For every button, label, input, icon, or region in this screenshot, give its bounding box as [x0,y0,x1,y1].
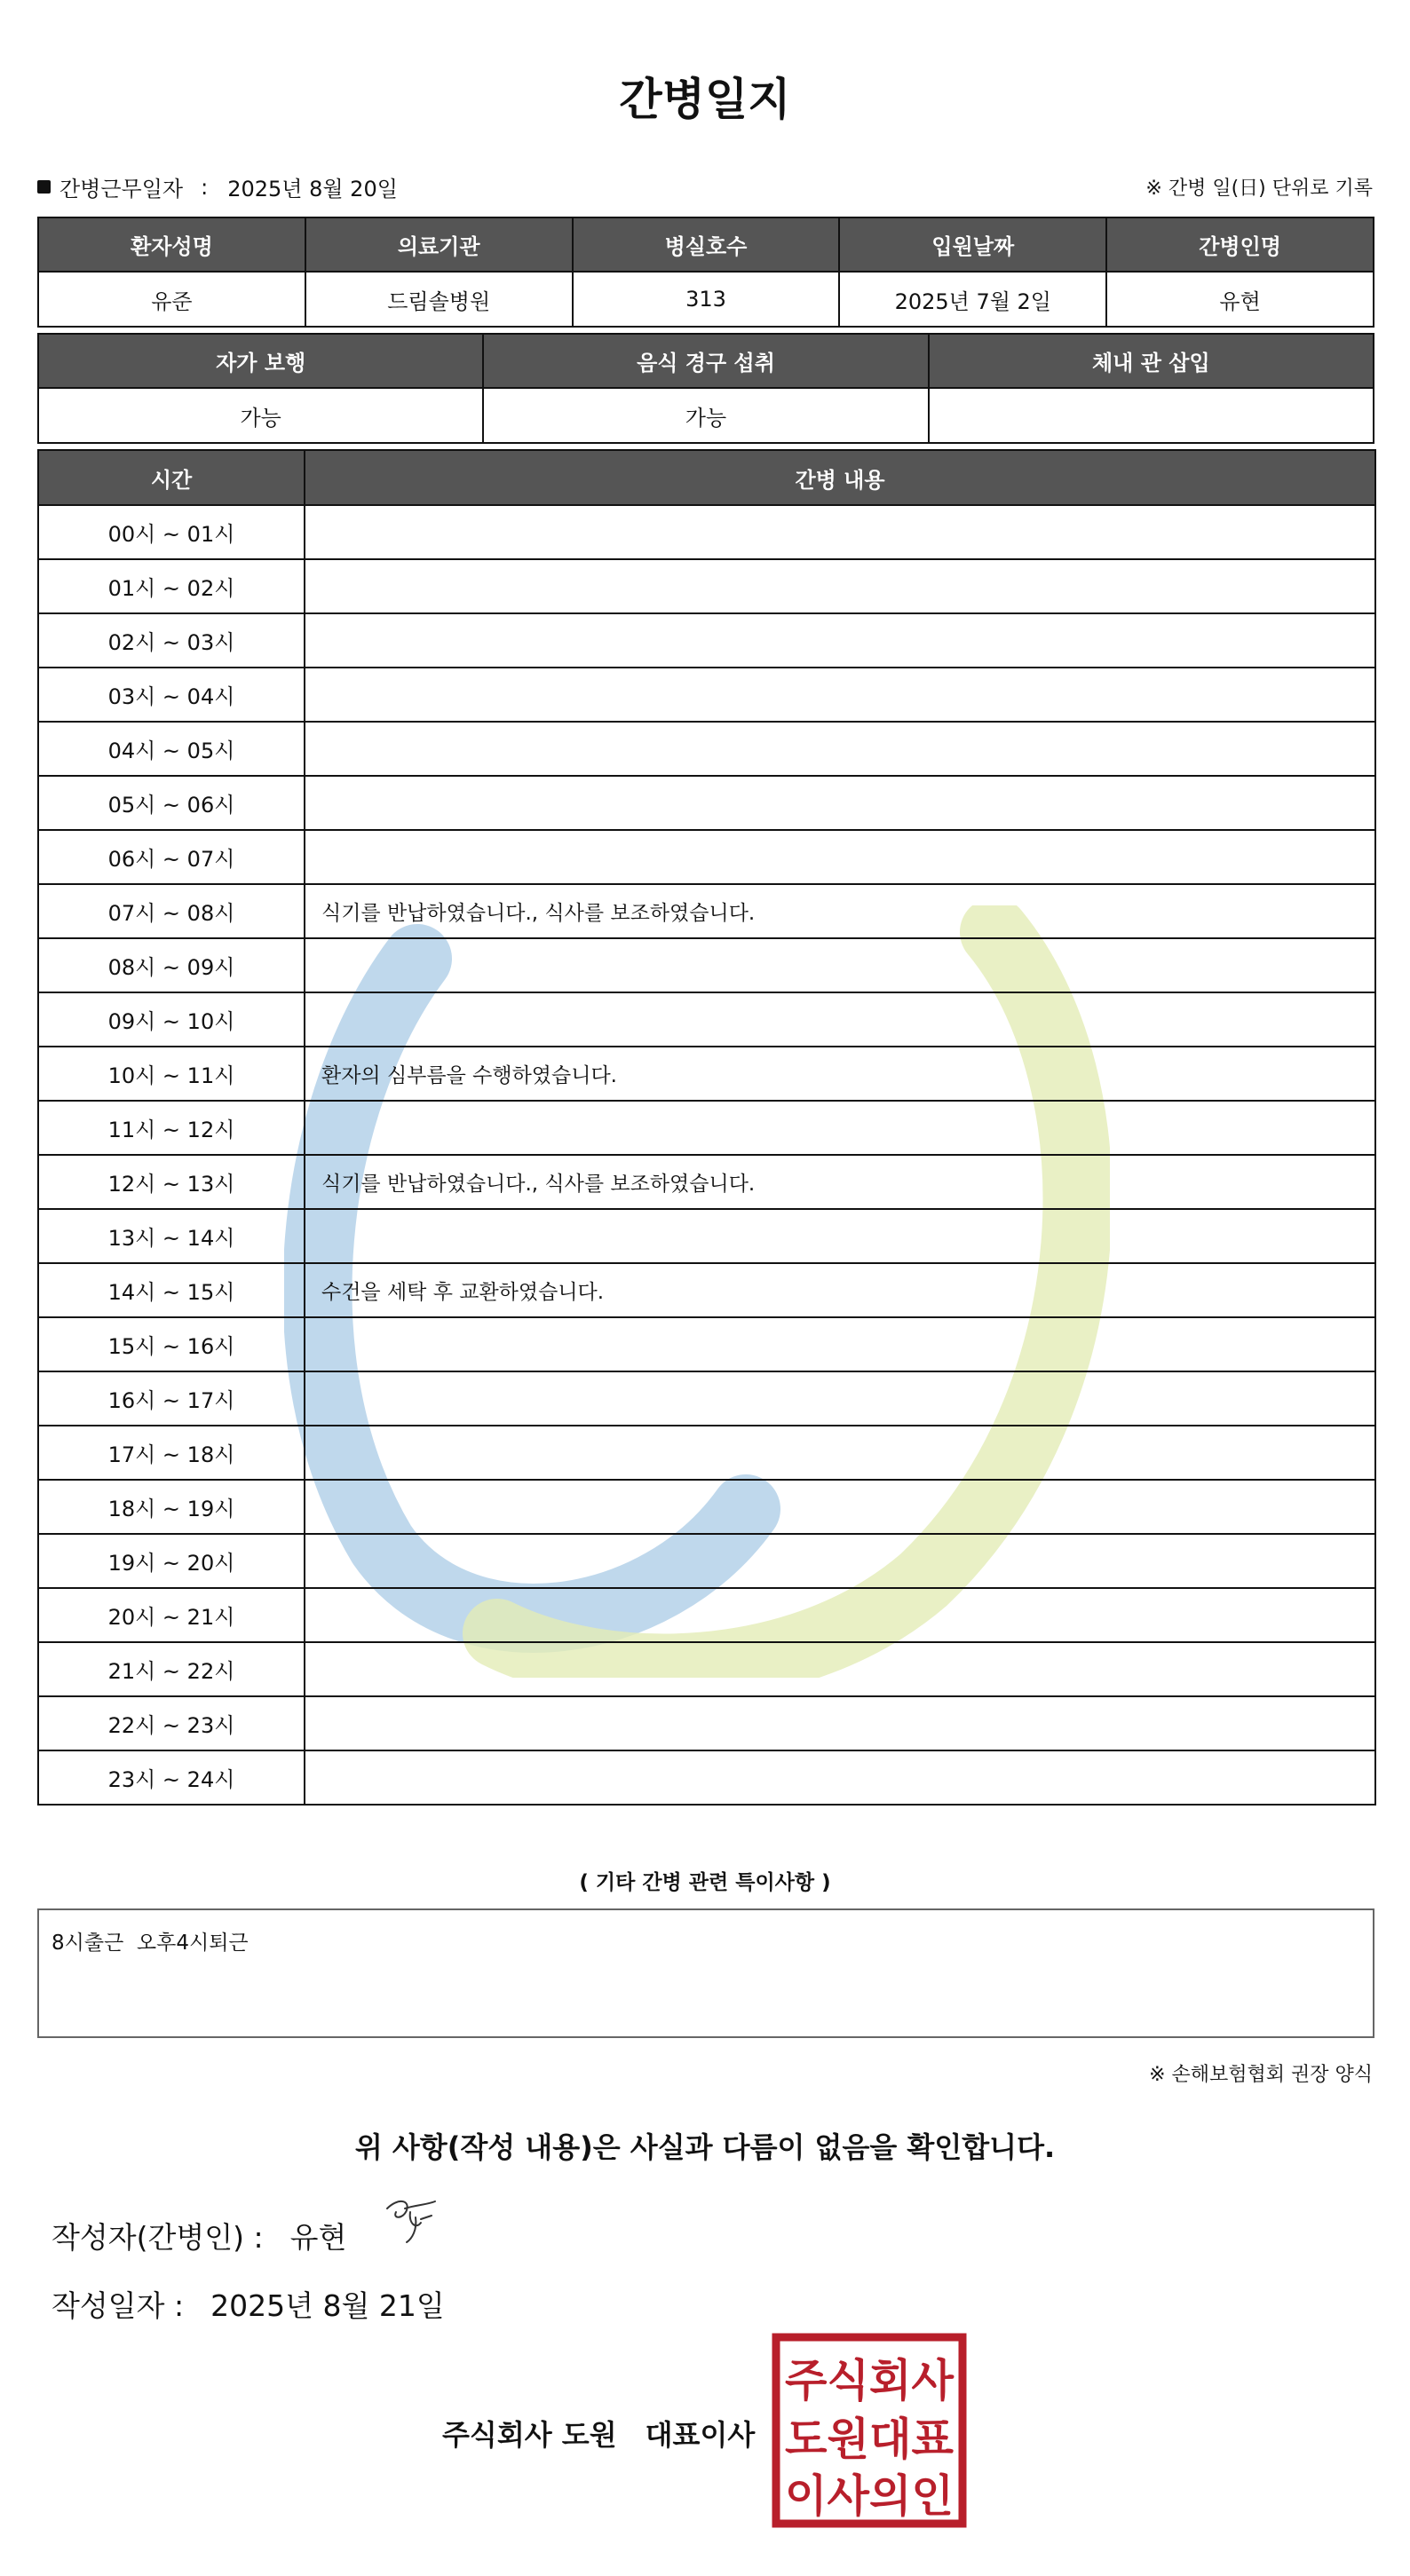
time-cell: 10시 ~ 11시 [38,1047,305,1101]
caregiver-name: 유현 [1106,272,1374,327]
patient-status-table [37,333,1374,444]
care-note-cell [305,1696,1375,1750]
care-note-cell [305,1750,1375,1805]
care-note-cell: 환자의 심부름을 수행하였습니다. [305,1047,1375,1101]
table-row [38,992,1375,1047]
svg-text:주식회사: 주식회사 [785,2355,955,2406]
table-row [38,1750,1375,1805]
header-oral-intake: 음식 경구 섭취 [483,334,928,388]
work-date-value: 2025년 8월 20일 [227,177,398,201]
time-cell: 03시 ~ 04시 [38,668,305,722]
signature-image [380,2193,442,2246]
care-note-cell [305,505,1375,559]
header-care-content: 간병 내용 [305,450,1375,505]
header-admission-date: 입원날짜 [839,217,1106,272]
table-row [38,559,1375,613]
admission-date: 2025년 7월 2일 [839,272,1106,327]
header-tube: 체내 관 삽입 [929,334,1374,388]
svg-text:이사의인: 이사의인 [785,2470,954,2522]
time-cell: 22시 ~ 23시 [38,1696,305,1750]
patient-name: 유준 [38,272,305,327]
time-cell: 11시 ~ 12시 [38,1101,305,1155]
time-cell: 18시 ~ 19시 [38,1480,305,1534]
care-note-cell [305,1426,1375,1480]
care-note-cell: 식기를 반납하였습니다., 식사를 보조하였습니다. [305,884,1375,938]
header-room: 병실호수 [573,217,840,272]
care-note-cell: 수건을 세탁 후 교환하였습니다. [305,1263,1375,1317]
company-role: 대표이사 [645,2418,756,2452]
patient-info-table [37,217,1374,328]
care-note-cell [305,1317,1375,1371]
care-note-cell [305,1480,1375,1534]
time-cell: 06시 ~ 07시 [38,830,305,884]
time-cell: 21시 ~ 22시 [38,1642,305,1696]
oral-intake-value: 가능 [483,388,928,443]
written-date-line [51,2283,445,2325]
care-note-cell [305,776,1375,830]
care-note-cell [305,992,1375,1047]
time-cell: 09시 ~ 10시 [38,992,305,1047]
care-note-cell [305,613,1375,668]
care-note-cell [305,1588,1375,1642]
company-name: 주식회사 도원 [442,2418,617,2452]
form-note: ※ 손해보험협회 권장 양식 [1149,2064,1373,2086]
time-cell: 07시 ~ 08시 [38,884,305,938]
unit-note: ※ 간병 일(日) 단위로 기록 [1145,178,1373,200]
table-row [38,1371,1375,1426]
svg-text:도원대표: 도원대표 [785,2414,955,2465]
care-note-cell [305,559,1375,613]
tube-value [929,388,1374,443]
table-row [38,613,1375,668]
time-cell: 15시 ~ 16시 [38,1317,305,1371]
author-line [51,2215,346,2256]
table-row [38,1480,1375,1534]
work-date [37,171,398,202]
other-notes-title: ( 기타 간병 관련 특이사항 ) [579,1871,831,1894]
header-caregiver-name: 간병인명 [1106,217,1374,272]
table-row [38,1155,1375,1209]
care-note-cell [305,1534,1375,1588]
table-row [38,1263,1375,1317]
table-row [38,1534,1375,1588]
care-note-cell [305,722,1375,776]
time-cell: 13시 ~ 14시 [38,1209,305,1263]
care-note-cell [305,1209,1375,1263]
table-row [38,830,1375,884]
table-row [38,776,1375,830]
author-label: 작성자(간병인) : [51,2220,264,2255]
confirmation-text: 위 사항(작성 내용)은 사실과 다름이 없음을 확인합니다. [354,2130,1056,2164]
time-cell: 02시 ~ 03시 [38,613,305,668]
care-note-cell [305,830,1375,884]
care-note-cell [305,1371,1375,1426]
company-line [442,2413,755,2454]
room-number: 313 [573,272,840,327]
table-row [38,1696,1375,1750]
work-date-separator: : [201,174,209,200]
care-note-cell [305,938,1375,992]
care-log-table [37,449,1376,1806]
time-cell: 14시 ~ 15시 [38,1263,305,1317]
time-cell: 00시 ~ 01시 [38,505,305,559]
table-row [38,1317,1375,1371]
time-cell: 04시 ~ 05시 [38,722,305,776]
table-row [38,1209,1375,1263]
page-title: 간병일지 [619,74,791,125]
table-row [38,938,1375,992]
header-hospital: 의료기관 [305,217,573,272]
written-date-value: 2025년 8월 21일 [210,2288,445,2323]
table-row [38,505,1375,559]
care-note-cell [305,668,1375,722]
time-cell: 12시 ~ 13시 [38,1155,305,1209]
walking-value: 가능 [38,388,483,443]
care-log-body [38,505,1375,1805]
care-note-cell [305,1642,1375,1696]
time-cell: 08시 ~ 09시 [38,938,305,992]
time-cell: 20시 ~ 21시 [38,1588,305,1642]
time-cell: 17시 ~ 18시 [38,1426,305,1480]
time-cell: 05시 ~ 06시 [38,776,305,830]
time-cell: 16시 ~ 17시 [38,1371,305,1426]
header-patient-name: 환자성명 [38,217,305,272]
table-row [38,722,1375,776]
care-note-cell [305,1101,1375,1155]
table-row [38,1047,1375,1101]
company-seal-stamp [771,2332,968,2529]
time-cell: 19시 ~ 20시 [38,1534,305,1588]
header-walking: 자가 보행 [38,334,483,388]
written-date-label: 작성일자 : [51,2288,185,2323]
hospital: 드림솔병원 [305,272,573,327]
time-cell: 01시 ~ 02시 [38,559,305,613]
author-value: 유현 [289,2220,347,2255]
bullet-icon [37,180,51,194]
table-row [38,1101,1375,1155]
table-row [38,668,1375,722]
table-row [38,884,1375,938]
table-row [38,1426,1375,1480]
work-date-label: 간병근무일자 [59,177,184,201]
time-cell: 23시 ~ 24시 [38,1750,305,1805]
table-row [38,1642,1375,1696]
header-time: 시간 [38,450,305,505]
table-row [38,1588,1375,1642]
care-note-cell: 식기를 반납하였습니다., 식사를 보조하였습니다. [305,1155,1375,1209]
other-notes-text: 8시출근 오후4시퇴근 [51,1932,249,1955]
